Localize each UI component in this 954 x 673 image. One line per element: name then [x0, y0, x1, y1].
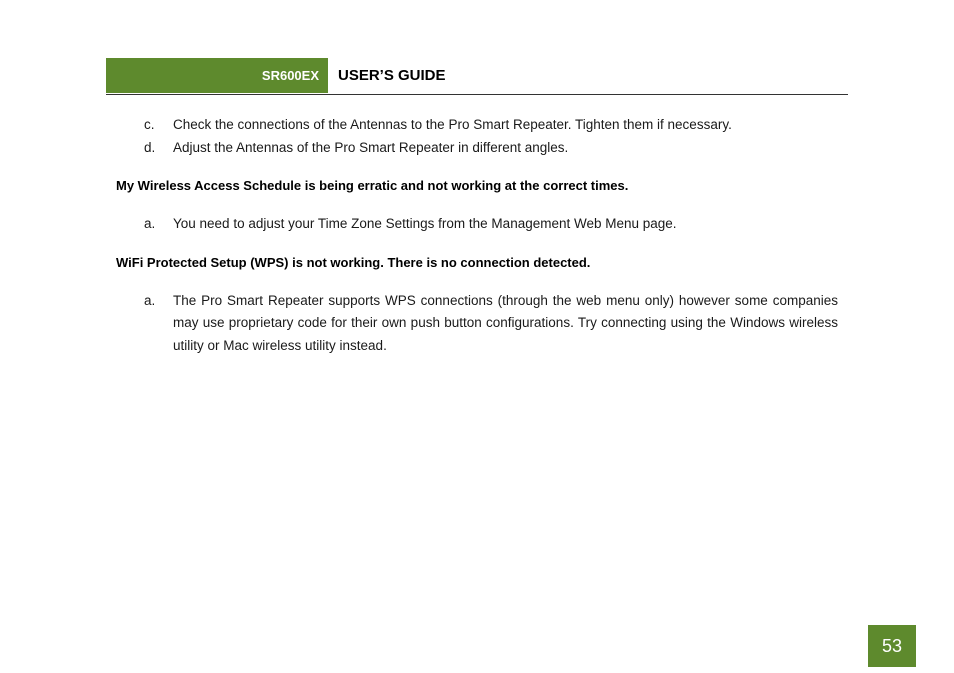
page-content [116, 114, 838, 357]
list-item [116, 290, 838, 358]
list-marker: c. [144, 117, 155, 132]
list-marker: a. [144, 216, 156, 231]
spacer [116, 236, 838, 252]
section-heading: WiFi Protected Setup (WPS) is not working. There is no connection detected. [116, 254, 591, 270]
page-header [106, 58, 848, 95]
list-marker: a. [144, 292, 156, 308]
list-marker: d. [144, 139, 156, 155]
header-title: USER’S GUIDE [338, 67, 446, 84]
header-model-label: SR600EX [106, 58, 328, 93]
spacer [116, 159, 838, 175]
list-item-text: You need to adjust your Time Zone Settings from the Management Web Menu page. [173, 216, 677, 231]
list-item [116, 114, 838, 137]
list-item-text: Check the connections of the Antennas to the Pro Smart Repeater. Tighten them if necessary. [173, 117, 732, 132]
section-heading: My Wireless Access Schedule is being erratic and not working at the correct times. [116, 178, 629, 193]
spacer [116, 274, 838, 290]
page-number: 53 [868, 625, 916, 667]
list-item [116, 137, 838, 160]
spacer [116, 197, 838, 213]
list-item [116, 213, 838, 236]
list-item-text: The Pro Smart Repeater supports WPS connections (through the web menu only) however some companies may use proprietary code for their own push button configurations. Try connecting using the Windows wireless utility or Mac wireless utility instead. [173, 292, 838, 353]
list-item-text: Adjust the Antennas of the Pro Smart Repeater in different angles. [173, 139, 569, 155]
